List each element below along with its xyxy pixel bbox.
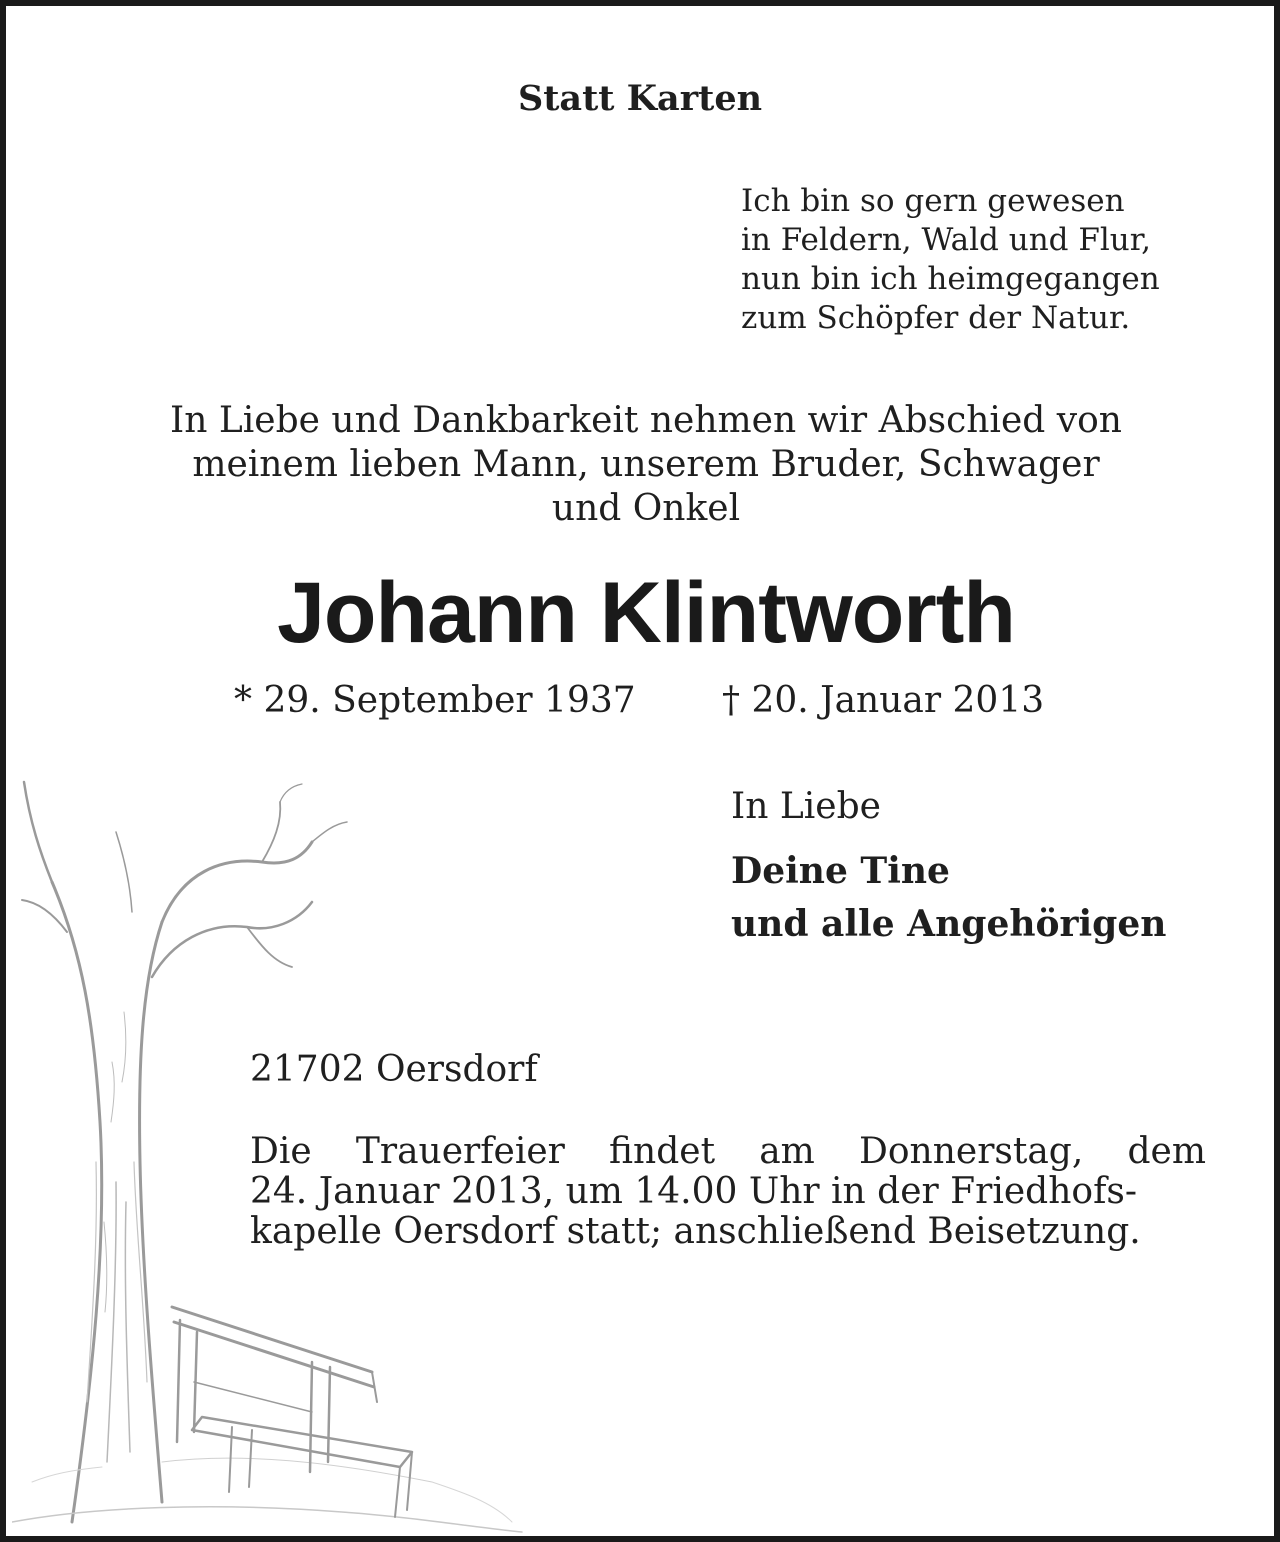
service-info — [250, 1132, 1206, 1252]
intro-line: und Onkel — [551, 488, 741, 529]
poem-line: nun bin ich heimgegangen — [741, 261, 1160, 297]
signoff-greeting: In Liebe — [731, 786, 881, 827]
poem-line: in Feldern, Wald und Flur, — [741, 222, 1152, 258]
service-line: kapelle Oersdorf statt; anschließend Beisetzung. — [250, 1211, 1141, 1252]
poem — [741, 182, 1160, 338]
service-line — [250, 1132, 1206, 1172]
service-word: Die — [250, 1131, 312, 1172]
service-line: 24. Januar 2013, um 14.00 Uhr in der Friedhofs- — [250, 1171, 1138, 1212]
death-date: † 20. Januar 2013 — [722, 680, 1045, 721]
header-statt-karten: Statt Karten — [517, 78, 763, 119]
signoff-signer: Deine Tine — [731, 850, 950, 892]
service-word: Trauerfeier — [355, 1131, 565, 1172]
service-word: Donnerstag, — [858, 1131, 1084, 1172]
intro-line: In Liebe und Dankbarkeit nehmen wir Abschied von — [170, 400, 1122, 441]
service-word: am — [759, 1131, 815, 1172]
signoff-signer: und alle Angehörigen — [731, 903, 1167, 945]
poem-line: zum Schöpfer der Natur. — [741, 300, 1131, 336]
poem-line: Ich bin so gern gewesen — [741, 183, 1125, 219]
signoff — [731, 786, 1166, 951]
service-word: dem — [1127, 1131, 1206, 1172]
intro-text — [6, 399, 1280, 531]
address: 21702 Oersdorf — [250, 1049, 538, 1090]
service-word: findet — [609, 1131, 716, 1172]
deceased-name: Johann Klintworth — [277, 565, 1015, 661]
birth-date: * 29. September 1937 — [234, 680, 636, 721]
intro-line: meinem lieben Mann, unserem Bruder, Schwager — [192, 444, 1100, 485]
